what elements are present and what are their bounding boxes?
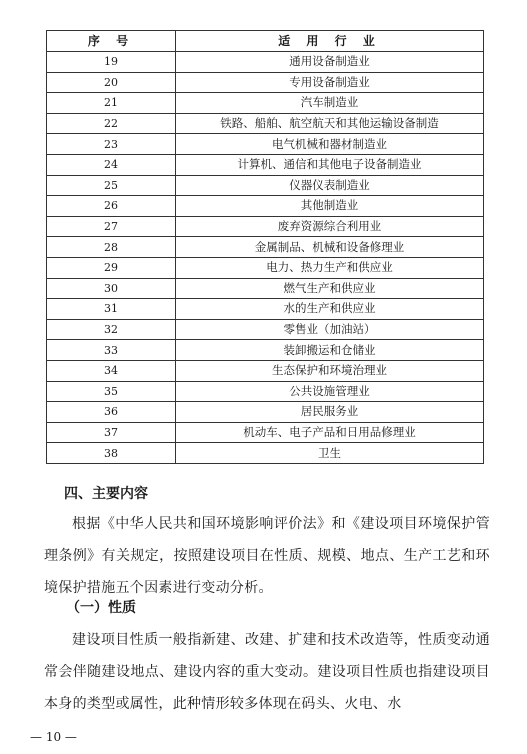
row-serial-number: 24 xyxy=(47,154,176,175)
row-industry-name: 仪器仪表制造业 xyxy=(176,175,484,196)
row-industry-name: 水的生产和供应业 xyxy=(176,299,484,320)
row-serial-number: 28 xyxy=(47,237,176,258)
table-row xyxy=(47,134,484,155)
row-serial-number: 38 xyxy=(47,443,176,464)
table-row xyxy=(47,113,484,134)
table-row xyxy=(47,443,484,464)
row-serial-number: 29 xyxy=(47,257,176,278)
row-industry-name: 电气机械和器材制造业 xyxy=(176,134,484,155)
table-row xyxy=(47,360,484,381)
table-row xyxy=(47,340,484,361)
table-row xyxy=(47,422,484,443)
row-serial-number: 30 xyxy=(47,278,176,299)
section-heading: 四、主要内容 xyxy=(64,486,148,502)
row-industry-name: 卫生 xyxy=(176,443,484,464)
table-row xyxy=(47,175,484,196)
table-row xyxy=(47,154,484,175)
paragraph-nature: 建设项目性质一般指新建、改建、扩建和技术改造等，性质变动通常会伴随建设地点、建设内容的重大变动。建设项目性质也指建设项目本身的类型或属性，此种情形较多体现在码头、火电、水 xyxy=(44,632,490,712)
row-industry-name: 汽车制造业 xyxy=(176,93,484,114)
row-industry-name: 电力、热力生产和供应业 xyxy=(176,257,484,278)
row-industry-name: 燃气生产和供应业 xyxy=(176,278,484,299)
table-row xyxy=(47,196,484,217)
row-serial-number: 33 xyxy=(47,340,176,361)
row-industry-name: 铁路、船舶、航空航天和其他运输设备制造 xyxy=(176,113,484,134)
row-serial-number: 25 xyxy=(47,175,176,196)
row-industry-name: 机动车、电子产品和日用品修理业 xyxy=(176,422,484,443)
table-row xyxy=(47,216,484,237)
paragraph-regulations: 根据《中华人民共和国环境影响评价法》和《建设项目环境保护管理条例》有关规定，按照建设项目在性质、规模、地点、生产工艺和环境保护措施五个因素进行变动分析。 xyxy=(44,516,490,596)
row-serial-number: 23 xyxy=(47,134,176,155)
header-applicable-industry: 适 用 行 业 xyxy=(176,31,484,52)
row-industry-name: 其他制造业 xyxy=(176,196,484,217)
row-industry-name: 装卸搬运和仓储业 xyxy=(176,340,484,361)
table-row xyxy=(47,402,484,423)
table-row xyxy=(47,93,484,114)
row-serial-number: 37 xyxy=(47,422,176,443)
row-industry-name: 公共设施管理业 xyxy=(176,381,484,402)
row-serial-number: 32 xyxy=(47,319,176,340)
subheading-nature: （一）性质 xyxy=(66,600,136,616)
row-serial-number: 22 xyxy=(47,113,176,134)
row-serial-number: 26 xyxy=(47,196,176,217)
row-serial-number: 27 xyxy=(47,216,176,237)
table-row xyxy=(47,72,484,93)
table-row xyxy=(47,52,484,73)
row-serial-number: 20 xyxy=(47,72,176,93)
header-serial-number: 序 号 xyxy=(47,31,176,52)
row-industry-name: 计算机、通信和其他电子设备制造业 xyxy=(176,154,484,175)
page-number: — 10 — xyxy=(30,730,77,744)
table-row xyxy=(47,299,484,320)
row-industry-name: 生态保护和环境治理业 xyxy=(176,360,484,381)
row-industry-name: 废弃资源综合利用业 xyxy=(176,216,484,237)
row-industry-name: 零售业（加油站） xyxy=(176,319,484,340)
row-industry-name: 金属制品、机械和设备修理业 xyxy=(176,237,484,258)
row-serial-number: 21 xyxy=(47,93,176,114)
row-industry-name: 专用设备制造业 xyxy=(176,72,484,93)
table-row xyxy=(47,257,484,278)
row-serial-number: 31 xyxy=(47,299,176,320)
table-row xyxy=(47,319,484,340)
row-industry-name: 通用设备制造业 xyxy=(176,52,484,73)
table-row xyxy=(47,381,484,402)
table-header-row xyxy=(47,31,484,52)
table-row xyxy=(47,278,484,299)
table-body xyxy=(47,52,484,464)
industry-table xyxy=(46,30,484,464)
table-row xyxy=(47,237,484,258)
row-serial-number: 34 xyxy=(47,360,176,381)
row-serial-number: 19 xyxy=(47,52,176,73)
row-serial-number: 35 xyxy=(47,381,176,402)
row-industry-name: 居民服务业 xyxy=(176,402,484,423)
row-serial-number: 36 xyxy=(47,402,176,423)
